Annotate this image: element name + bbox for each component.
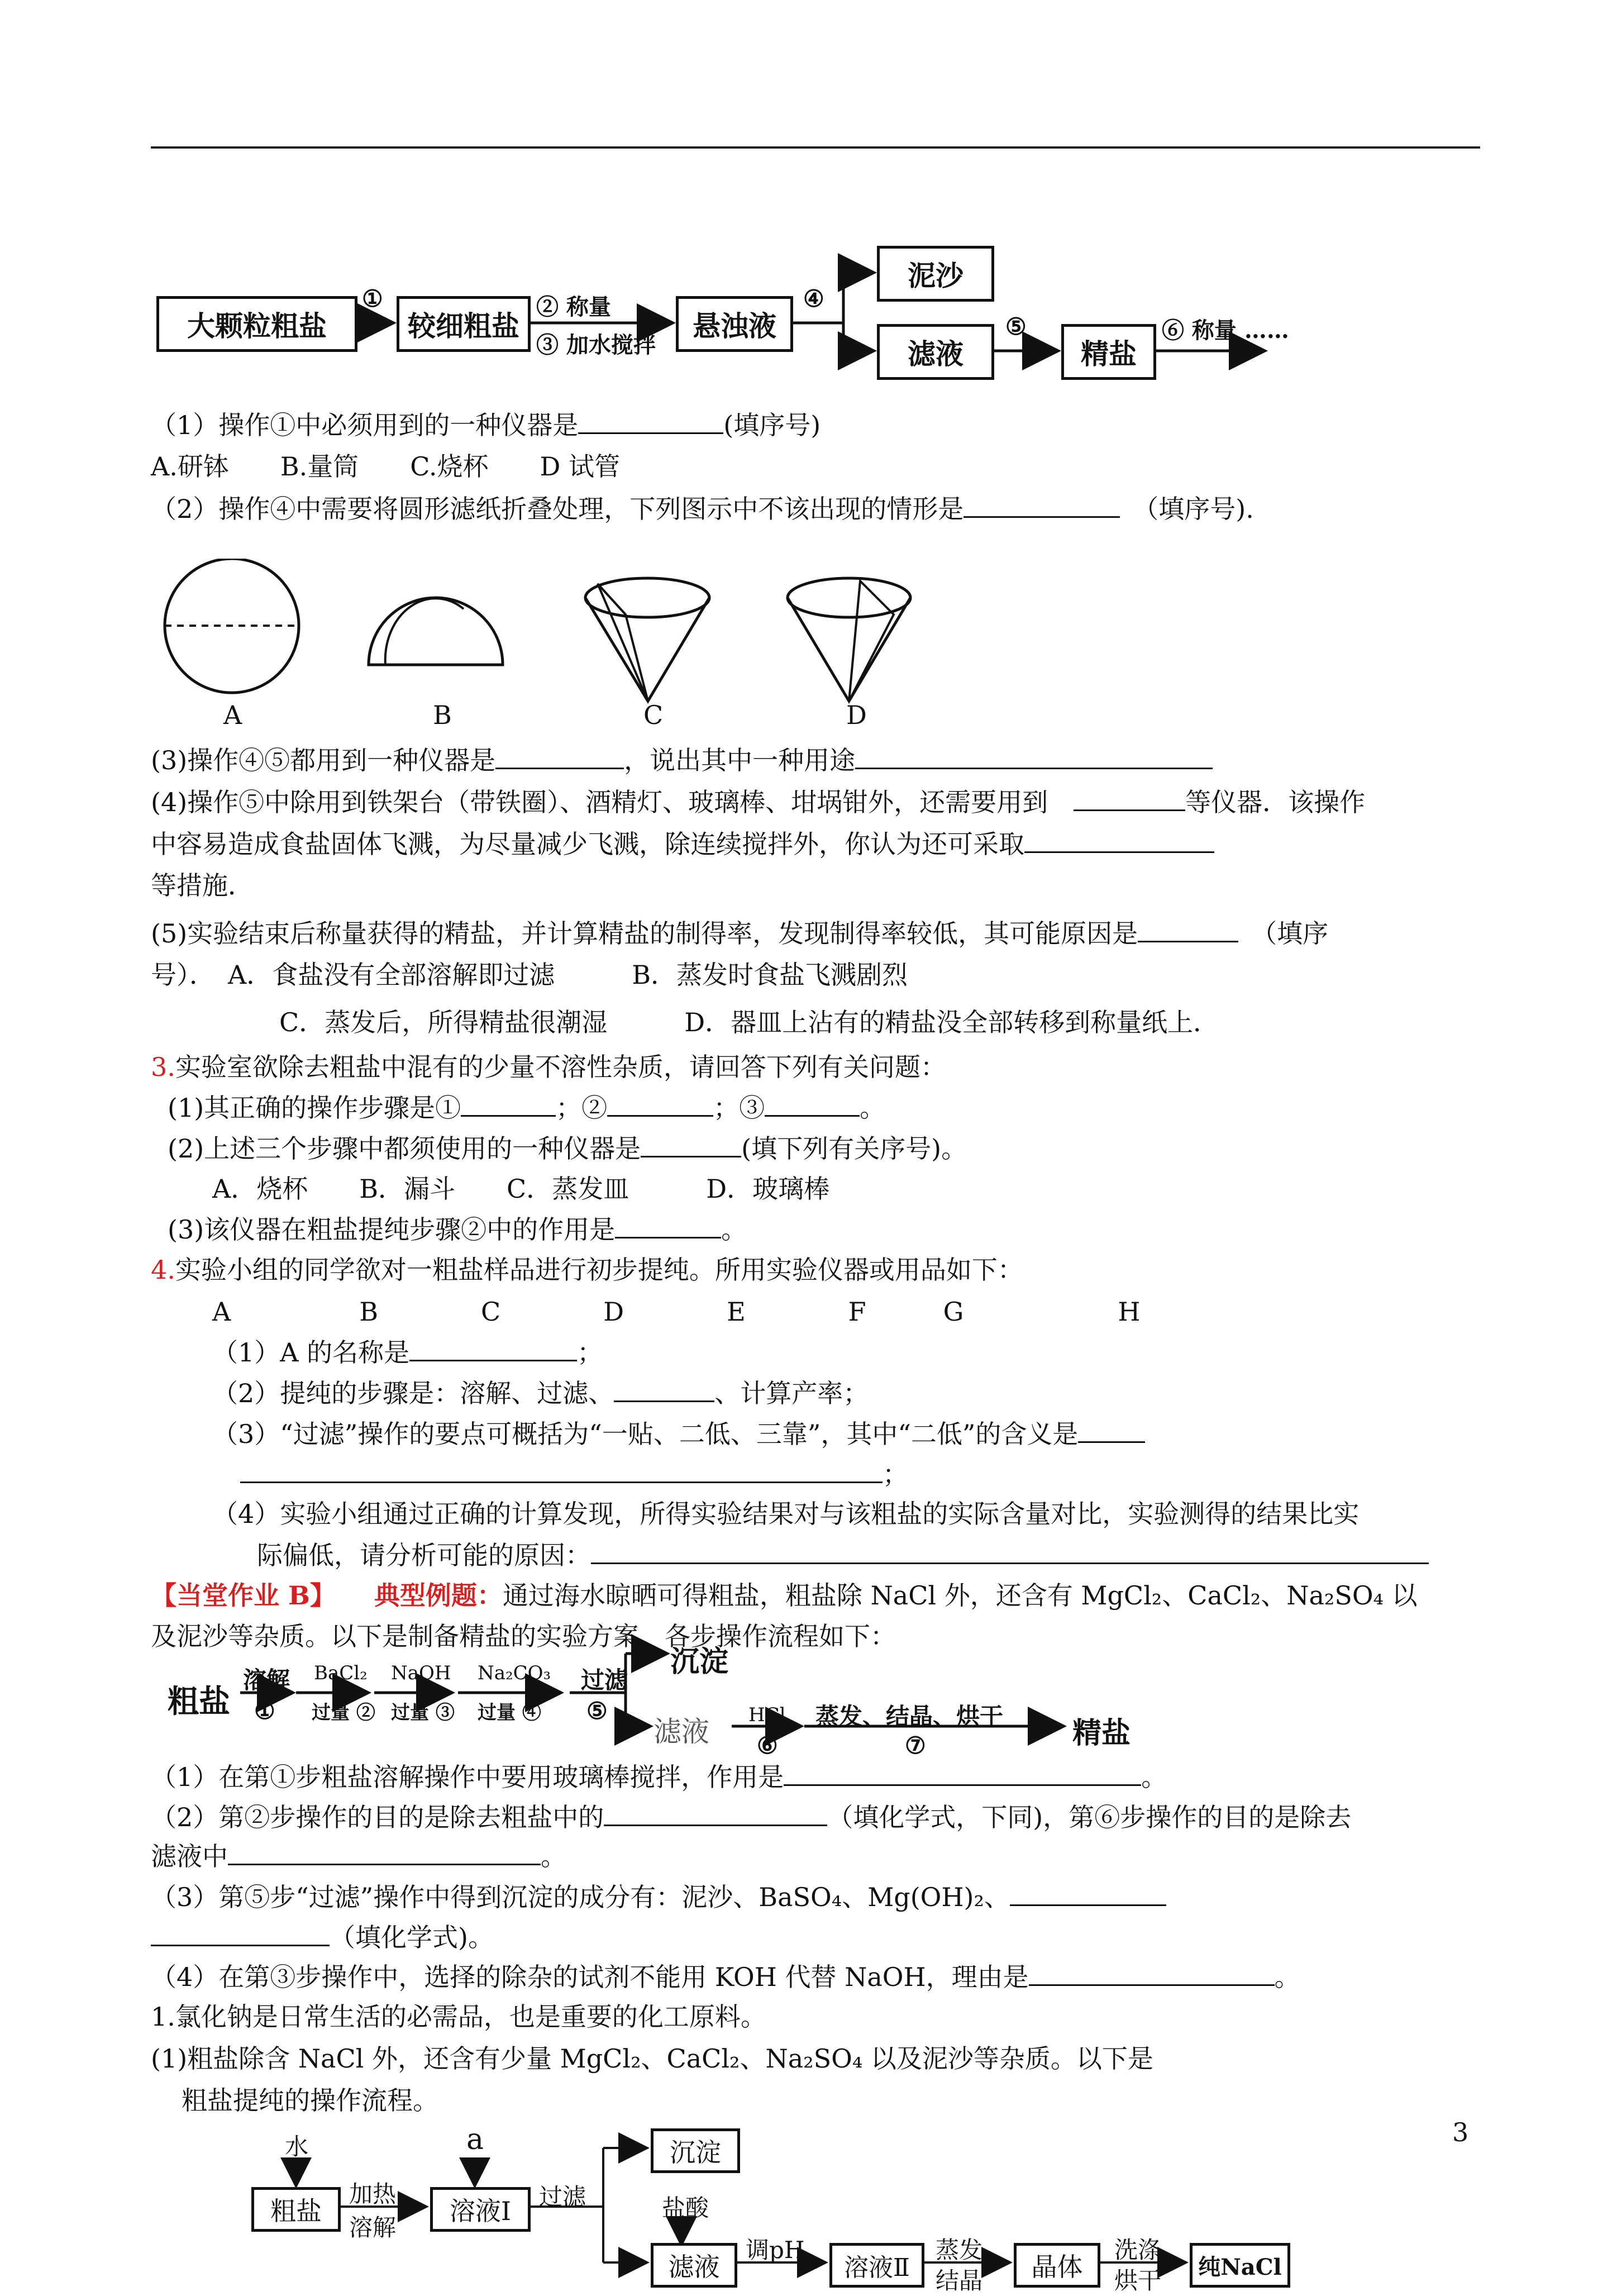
p4-q2-text: （2）提纯的步骤是：溶解、过滤、 [212, 1378, 614, 1408]
q4-text2: 等仪器．该操作 [1185, 787, 1366, 817]
q5-text2: （填序 [1264, 918, 1329, 949]
q4-blank2[interactable] [1024, 827, 1214, 853]
p3-q1-text: (1)其正确的操作步骤是① [168, 1093, 461, 1123]
b2-text: （2）第②步操作的目的是除去粗盐中的 [151, 1802, 604, 1832]
flow3-precipitate: 沉淀 [651, 2128, 740, 2173]
q3-text2: ，说出其中一种用途 [624, 745, 856, 775]
b4-text: （4）在第③步操作中，选择的除杂的试剂不能用 KOH 代替 NaOH，理由是 [151, 1962, 1029, 1992]
p4-q3-text: （3）“过滤”操作的要点可概括为“一贴、二低、三靠”，其中“二低”的含义是 [212, 1419, 1079, 1449]
b1 [151, 1760, 1167, 1794]
filter-paper-figures [151, 559, 961, 737]
p3-q1-blank3[interactable] [765, 1090, 860, 1117]
q3-text: (3)操作④⑤都用到一种仪器是 [151, 745, 496, 775]
q4 [151, 785, 1365, 819]
p3-q2-text: (2)上述三个步骤中都须使用的一种仪器是 [168, 1133, 641, 1164]
typical-example-label: 典型例题： [374, 1580, 503, 1611]
flow3-pure-nacl: 纯NaCl [1190, 2243, 1290, 2288]
b1-blank[interactable] [784, 1760, 1141, 1786]
flow3-reagent-a: a [466, 2123, 484, 2156]
homework-b [151, 1579, 1418, 1612]
p4-q2-text2: 、计算产率； [714, 1378, 869, 1408]
flow1-step2: ② 称量 [536, 294, 611, 320]
q2-note: （填序号). [1146, 494, 1254, 524]
flow2-precipitate: 沉淀 [670, 1645, 729, 1679]
flow2-a7-bottom: ⑦ [905, 1732, 926, 1759]
flow2-a4-top: Na₂CO₃ [478, 1662, 551, 1684]
p3 [151, 1050, 946, 1084]
b4-text2: 。 [1274, 1962, 1300, 1992]
q3-blank2[interactable] [855, 743, 1213, 769]
figure-label-a: A [223, 700, 242, 730]
b3 [151, 1880, 1166, 1914]
flow1-box-fine-salt: 较细粗盐 [397, 296, 531, 352]
q1 [151, 408, 821, 442]
homework-b-text: 通过海水晾晒可得粗盐，粗盐除 NaCl 外，还含有 MgCl₂、CaCl₂、Na₂SO₄ 以 [502, 1580, 1418, 1611]
page-number: 3 [1452, 2117, 1469, 2147]
p4-q4-text2: 际偏低，请分析可能的原因： [257, 1540, 591, 1570]
q2 [151, 492, 1254, 526]
p3-text: 实验室欲除去粗盐中混有的少量不溶性杂质，请回答下列有关问题： [175, 1052, 946, 1082]
p3-q2-blank[interactable] [641, 1131, 741, 1157]
flow3-solution-1: 溶液Ⅰ [430, 2187, 531, 2232]
p4-q1-text2: ； [577, 1337, 603, 1368]
q2-text: （2）操作④中需要将圆形滤纸折叠处理，下列图示中不该出现的情形是 [151, 494, 964, 524]
flow2-a7-top: 蒸发、结晶、烘干 [815, 1703, 1004, 1730]
p4-q3 [212, 1417, 1145, 1451]
p3-q3-blank[interactable] [615, 1212, 721, 1238]
p4-q1-text: （1）A 的名称是 [212, 1337, 410, 1368]
header-rule [151, 146, 1480, 149]
q1-blank[interactable] [578, 408, 723, 434]
q5-line2: 号）． A．食盐没有全部溶解即过滤 B．蒸发时食盐飞溅剧烈 [151, 960, 908, 990]
q3 [151, 743, 1213, 777]
flow2-a1-bottom: ① [254, 1697, 275, 1725]
q1-text: （1）操作①中必须用到的一种仪器是 [151, 410, 579, 440]
flow2-a1-top: 溶解 [243, 1666, 290, 1694]
p4-q1 [212, 1335, 603, 1369]
p4-q3-line2 [240, 1457, 908, 1491]
flow2-filtrate: 滤液 [654, 1716, 709, 1748]
b3-text2: （填化学式)。 [330, 1922, 494, 1952]
p4-q2-blank[interactable] [614, 1376, 714, 1402]
q4-text: (4)操作⑤中除用到铁架台（带铁圈）、酒精灯、玻璃棒、坩埚钳外，还需要用到 [151, 787, 1048, 817]
p3-number: 3. [151, 1052, 175, 1082]
b1-text: （1）在第①步粗盐溶解操作中要用玻璃棒搅拌，作用是 [151, 1762, 784, 1792]
flow1-box-suspension: 悬浊液 [676, 296, 793, 352]
p4 [151, 1253, 1023, 1287]
p4-number: 4. [151, 1255, 175, 1285]
q2-blank[interactable] [963, 492, 1120, 518]
b2 [151, 1800, 1351, 1834]
q5 [151, 916, 1328, 950]
q5-blank[interactable] [1138, 916, 1238, 942]
flow3-solution-2: 溶液Ⅱ [829, 2243, 924, 2288]
flow1-step1: ① [362, 285, 383, 312]
flow3-heat: 加热 [349, 2180, 397, 2208]
q4-line3: 等措施． [151, 870, 254, 901]
flow1-step4: ④ [803, 285, 824, 312]
p4-q3-blank2[interactable] [240, 1457, 883, 1483]
p3-q3-text: (3)该仪器在粗盐提纯步骤②中的作用是 [168, 1214, 616, 1245]
flow2-a2-top: BaCl₂ [314, 1662, 368, 1684]
flow2-a6-bottom: ⑥ [757, 1732, 778, 1759]
flow1-step3: ③ 加水搅拌 [536, 332, 656, 358]
flow2-start: 粗盐 [168, 1683, 230, 1720]
homework-b-line2: 及泥沙等杂质。以下是制备精盐的实验方案，各步操作流程如下： [151, 1621, 896, 1651]
flow3-adjust-ph: 调pH [746, 2236, 805, 2264]
b3-text: （3）第⑤步“过滤”操作中得到沉淀的成分有：泥沙、BaSO₄、Mg(OH)₂、 [151, 1882, 1010, 1912]
b2-text3: 滤液中 [151, 1841, 228, 1871]
flow2-a3-top: NaOH [391, 1662, 451, 1684]
b3-blank1[interactable] [1010, 1880, 1166, 1906]
flow-diagram-1 [151, 240, 1324, 397]
b2-blank2[interactable] [228, 1839, 541, 1865]
flow3-evaporate: 蒸发 [936, 2236, 983, 2264]
figure-label-d: D [846, 700, 867, 730]
b2-blank1[interactable] [604, 1800, 827, 1826]
flow3-crystallize: 结晶 [936, 2267, 983, 2294]
q5-text: (5)实验结束后称量获得的精盐，并计算精盐的制得率，发现制得率较低，其可能原因是 [151, 918, 1138, 949]
p3-q1-blank2[interactable] [607, 1090, 713, 1117]
c3: 粗盐提纯的操作流程。 [182, 2085, 438, 2116]
flow3-filtrate: 滤液 [651, 2243, 737, 2288]
p4-q4-blank[interactable] [591, 1538, 1429, 1564]
flow1-box-refined-salt: 精盐 [1061, 324, 1156, 380]
flow3-wash: 洗涤 [1114, 2236, 1162, 2264]
b1-text2: 。 [1141, 1762, 1167, 1792]
figure-c-fold [598, 584, 648, 701]
flow2-a5-top: 过滤 [581, 1666, 628, 1694]
figure-label-b: B [433, 700, 452, 730]
flow1-box-coarse-salt: 大颗粒粗盐 [156, 296, 357, 352]
c1: 1.氯化钠是日常生活的必需品，也是重要的化工原料。 [151, 2002, 766, 2032]
flow-diagram-2 [168, 1631, 1173, 1760]
figure-d-fold [849, 581, 894, 701]
flow2-end: 精盐 [1072, 1716, 1131, 1750]
flow1-step6: ⑥ 称量 …… [1162, 317, 1289, 344]
p3-q1 [168, 1090, 885, 1125]
q1-options: A.研钵 B.量筒 C.烧杯 D 试管 [151, 451, 620, 482]
flow3-water: 水 [285, 2133, 309, 2160]
figure-c-cone [585, 598, 709, 701]
p3-q1-text2: ；② [556, 1093, 608, 1123]
flow2-a4-bottom: 过量 ④ [478, 1702, 541, 1724]
flow1-step5: ⑤ [1005, 313, 1027, 340]
flow3-crystal: 晶体 [1014, 2243, 1100, 2288]
p3-q3-text2: 。 [721, 1214, 747, 1245]
flow2-a5-bottom: ⑤ [586, 1697, 608, 1725]
p3-q3 [168, 1212, 747, 1246]
figure-label-c: C [643, 700, 664, 730]
p4-q3-text2: ； [883, 1459, 908, 1489]
flow-diagram-3 [240, 2123, 1357, 2294]
q1-note: (填序号) [723, 410, 821, 440]
q4-line2 [151, 827, 1214, 861]
b3-blank2[interactable] [151, 1920, 330, 1946]
flow3-dry: 烘干 [1114, 2267, 1162, 2294]
flow3-dissolve: 溶解 [349, 2214, 397, 2241]
flow2-a3-bottom: 过量 ③ [391, 1702, 455, 1724]
p3-q1-text3: ；③ [713, 1093, 765, 1123]
p3-q2 [168, 1131, 967, 1165]
c2: (1)粗盐除含 NaCl 外，还含有少量 MgCl₂、CaCl₂、Na₂SO₄ 以及泥沙等杂质。以下是 [151, 2043, 1153, 2074]
p4-q2 [212, 1376, 869, 1410]
p4-text: 实验小组的同学欲对一粗盐样品进行初步提纯。所用实验仪器或用品如下： [175, 1255, 1023, 1285]
p3-options: A．烧杯 B．漏斗 C．蒸发皿 D．玻璃棒 [212, 1174, 830, 1204]
flow2-a6-top: HCl [748, 1704, 786, 1726]
flow3-hcl: 盐酸 [662, 2194, 709, 2222]
p4-q3-blank[interactable] [1078, 1417, 1145, 1443]
p4-q4-line2 [257, 1538, 1429, 1572]
b4 [151, 1960, 1300, 1994]
b2-text4: 。 [541, 1841, 566, 1871]
figure-b-semicircle [369, 598, 503, 665]
p4-q4: （4）实验小组通过正确的计算发现，所得实验结果对与该粗盐的实际含量对比，实验测得的结果比实 [212, 1499, 1360, 1529]
flow3-crude-salt: 粗盐 [251, 2187, 341, 2232]
q4-blank1[interactable] [1074, 785, 1185, 811]
q5-line3: C．蒸发后，所得精盐很潮湿 D．器皿上沾有的精盐没全部转移到称量纸上． [279, 1007, 1219, 1037]
flow2-a2-bottom: 过量 ② [312, 1702, 375, 1724]
flow1-box-sand: 泥沙 [877, 246, 994, 302]
p3-q1-blank1[interactable] [461, 1090, 556, 1117]
b4-blank[interactable] [1029, 1960, 1275, 1986]
b2-text2: （填化学式，下同)，第⑥步操作的目的是除去 [827, 1802, 1352, 1832]
q4-text3: 中容易造成食盐固体飞溅，为尽量减少飞溅，除连续搅拌外，你认为还可采取 [151, 829, 1024, 859]
homework-b-title: 【当堂作业 B】 [151, 1580, 323, 1611]
p4-letters: A B C D E F G H [212, 1297, 1141, 1327]
b2-line2 [151, 1839, 566, 1873]
p4-q1-blank[interactable] [409, 1335, 577, 1361]
p3-q1-text4: 。 [860, 1093, 886, 1123]
q3-blank1[interactable] [495, 743, 624, 769]
b3-line2 [151, 1920, 494, 1954]
flow1-box-filtrate: 滤液 [877, 324, 994, 380]
p3-q2-text2: (填下列有关序号)。 [741, 1133, 967, 1164]
flow3-filter: 过滤 [539, 2183, 586, 2211]
